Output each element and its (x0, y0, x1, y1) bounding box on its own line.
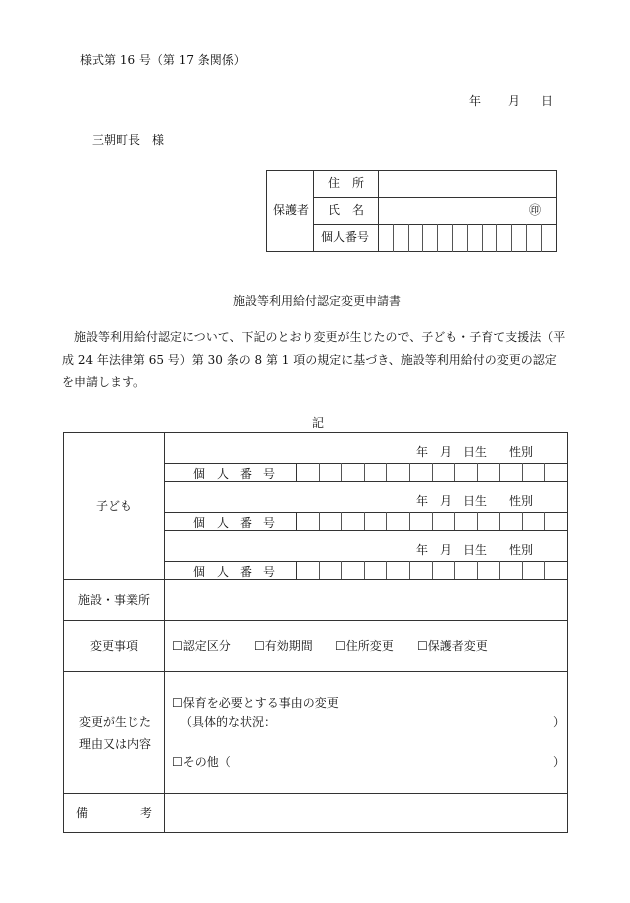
child-birth-year-label: 年 (416, 543, 429, 557)
child-name-field[interactable] (165, 531, 405, 560)
option-address-change[interactable]: ☐住所変更 (335, 639, 394, 653)
child-name-field[interactable] (165, 482, 405, 511)
remarks-field[interactable] (165, 794, 567, 832)
guardian-name-field[interactable] (379, 198, 524, 223)
id-digit-divider (393, 224, 394, 252)
reason-option-childcare[interactable]: ☐保育を必要とする事由の変更 (172, 696, 339, 710)
child-name-field[interactable] (165, 433, 405, 462)
date-year-label: 年 (469, 94, 482, 108)
reason-detail-close: ） (553, 715, 566, 729)
change-items-label: 変更事項 (90, 639, 139, 653)
option-validity-period[interactable]: ☐有効期間 (254, 639, 313, 653)
child-birth-month-label: 月 (440, 543, 453, 557)
child-id-label-char: 個 (193, 565, 206, 579)
child-id-label-char: 号 (263, 467, 276, 481)
child-birth-day-label: 日生 (463, 494, 488, 508)
form-title: 施設等利用給付認定変更申請書 (233, 294, 402, 308)
form-number: 様式第 16 号（第 17 条関係） (80, 53, 246, 67)
date-month-label: 月 (508, 94, 521, 108)
child-birth-year-label: 年 (416, 445, 429, 459)
child-id-label-char: 号 (263, 565, 276, 579)
id-digit-divider (526, 224, 527, 252)
child-sex-label: 性別 (509, 445, 534, 459)
child-id-label-char: 個 (193, 467, 206, 481)
reason-other-field[interactable] (232, 752, 550, 772)
child-birth-month-label: 月 (440, 445, 453, 459)
guardian-label: 保護者 (273, 203, 310, 217)
id-digit-divider (422, 224, 423, 252)
reason-detail-field[interactable] (276, 712, 550, 732)
id-digit-divider (496, 224, 497, 252)
child-id-label-char: 号 (263, 516, 276, 530)
child-id-number-field[interactable] (297, 513, 567, 529)
reason-label-line2: 理由又は内容 (79, 737, 152, 751)
child-id-number-field[interactable] (297, 562, 567, 578)
child-id-number-field[interactable] (297, 464, 567, 480)
remarks-label-part2: 考 (140, 806, 153, 820)
remarks-label-part1: 備 (76, 806, 89, 820)
child-id-label-char: 個 (193, 516, 206, 530)
id-digit-divider (482, 224, 483, 252)
child-birth-day-label: 日生 (463, 445, 488, 459)
reason-other-close: ） (553, 755, 566, 769)
reason-label-line1: 変更が生じた (79, 715, 152, 729)
reason-detail-open: （具体的な状況： (180, 715, 277, 729)
id-digit-divider (452, 224, 453, 252)
name-label: 氏 名 (328, 203, 365, 217)
ki-label: 記 (312, 416, 325, 430)
child-id-label-char: 人 (217, 467, 230, 481)
guardian-address-field[interactable] (379, 171, 556, 196)
child-id-label-char: 人 (217, 565, 230, 579)
option-certification-category[interactable]: ☐認定区分 (172, 639, 231, 653)
id-digit-divider (437, 224, 438, 252)
seal-mark: ㊞ (529, 203, 542, 217)
child-label: 子ども (96, 499, 133, 513)
addressee: 三朝町長 様 (92, 133, 165, 147)
address-label: 住 所 (328, 176, 365, 190)
child-id-label-char: 番 (240, 467, 253, 481)
child-id-label-char: 番 (240, 516, 253, 530)
child-birth-month-label: 月 (440, 494, 453, 508)
child-sex-label: 性別 (509, 543, 534, 557)
reason-option-other[interactable]: ☐その他（ (172, 755, 231, 769)
id-digit-divider (408, 224, 409, 252)
facility-label: 施設・事業所 (78, 593, 151, 607)
body-paragraph: 施設等利用給付認定について、下記のとおり変更が生じたので、子ども・子育て支援法（平成 24 年法律第 65 号）第 30 条の 8 第 1 項の規定に基づき、施設等利用給付の変更の認定を申請します。 (62, 330, 566, 389)
child-sex-label: 性別 (509, 494, 534, 508)
child-birth-year-label: 年 (416, 494, 429, 508)
facility-field[interactable] (165, 580, 567, 620)
child-birth-day-label: 日生 (463, 543, 488, 557)
id-digit-divider (511, 224, 512, 252)
child-id-label-char: 人 (217, 516, 230, 530)
option-guardian-change[interactable]: ☐保護者変更 (417, 639, 488, 653)
id-digit-divider (541, 224, 542, 252)
date-day-label: 日 (541, 94, 554, 108)
guardian-id-label: 個人番号 (321, 230, 370, 244)
child-id-label-char: 番 (240, 565, 253, 579)
id-digit-divider (467, 224, 468, 252)
